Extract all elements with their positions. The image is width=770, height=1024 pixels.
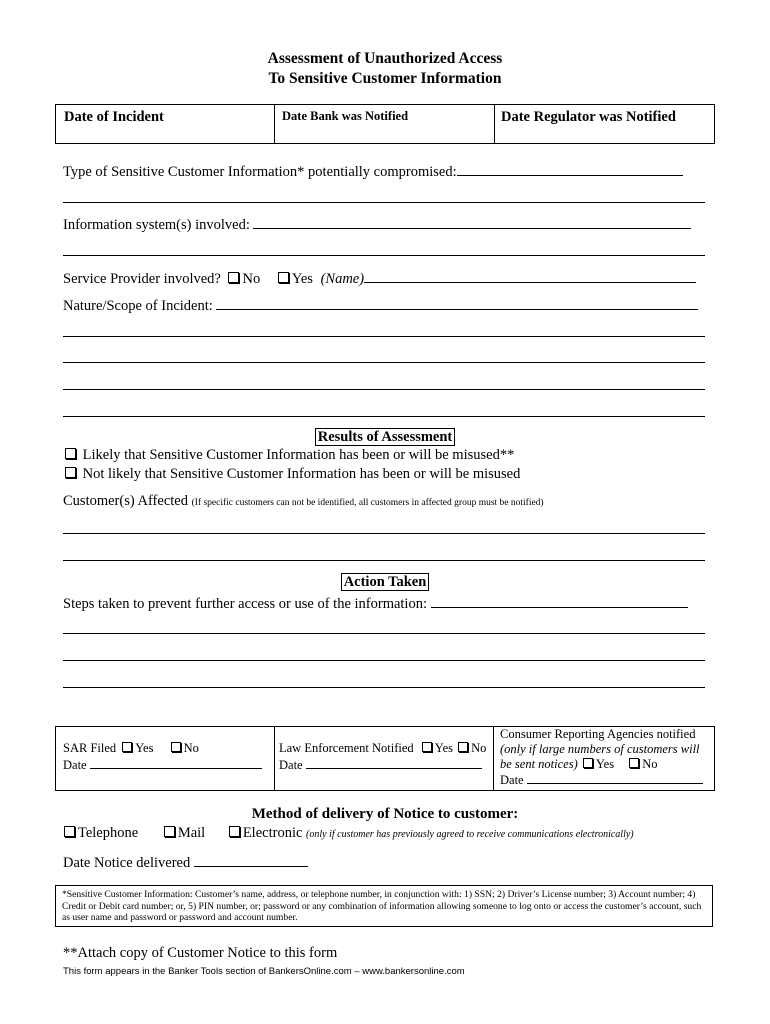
info-systems-label: Information system(s) involved: xyxy=(63,217,250,233)
type-info-field[interactable] xyxy=(457,161,683,176)
steps-line-2[interactable] xyxy=(63,633,705,634)
attach-note: **Attach copy of Customer Notice to this form xyxy=(63,945,338,961)
date-notice-field[interactable] xyxy=(194,852,308,867)
cra-yes-label: Yes xyxy=(595,757,615,771)
likely-label: Likely that Sensitive Customer Information has been or will be misused** xyxy=(82,447,515,463)
nature-scope-line-4[interactable] xyxy=(63,389,705,390)
law-date-label: Date xyxy=(279,758,303,772)
date-regulator-notified-cell[interactable] xyxy=(495,105,714,143)
customers-affected-line-1[interactable] xyxy=(63,533,705,534)
cra-line2: (only if large numbers of customers will xyxy=(500,742,700,756)
electronic-checkbox[interactable] xyxy=(229,826,240,837)
nature-scope-line-5[interactable] xyxy=(63,416,705,417)
date-header-table xyxy=(55,104,715,144)
date-notice-label: Date Notice delivered xyxy=(63,855,191,871)
customers-affected-label: Customer(s) Affected xyxy=(63,493,188,509)
sar-date-label: Date xyxy=(63,758,87,772)
likely-checkbox[interactable] xyxy=(65,448,76,459)
service-provider-no-label: No xyxy=(242,271,261,287)
mail-label: Mail xyxy=(177,825,206,841)
info-systems-row xyxy=(63,214,691,234)
sar-cell xyxy=(56,727,275,790)
electronic-label: Electronic xyxy=(242,825,303,841)
steps-field[interactable] xyxy=(431,593,688,608)
service-provider-yes-label: Yes xyxy=(291,271,313,287)
cra-date-row xyxy=(500,772,703,788)
not-likely-option xyxy=(65,466,520,483)
not-likely-checkbox[interactable] xyxy=(65,467,76,478)
date-of-incident-label: Date of Incident xyxy=(64,109,164,125)
nature-scope-field[interactable] xyxy=(216,295,698,310)
sar-filed-label: SAR Filed xyxy=(63,741,117,755)
cra-yes-checkbox[interactable] xyxy=(583,758,593,768)
cra-line3: be sent notices) xyxy=(500,757,578,771)
law-no-checkbox[interactable] xyxy=(458,742,468,752)
law-no-label: No xyxy=(471,741,487,755)
law-enforcement-row xyxy=(279,741,486,756)
steps-line-3[interactable] xyxy=(63,660,705,661)
mail-checkbox[interactable] xyxy=(164,826,175,837)
type-info-text: Type of Sensitive Customer Information* potentially compromised: xyxy=(63,164,457,180)
source-note: This form appears in the Banker Tools section of BankersOnline.com – www.bankersonline.com xyxy=(63,966,465,977)
telephone-label: Telephone xyxy=(78,825,139,841)
type-info-label xyxy=(63,161,683,181)
sar-filed-row xyxy=(63,741,199,756)
service-provider-name-field[interactable] xyxy=(364,268,696,283)
notification-table xyxy=(55,726,715,791)
service-provider-yes-checkbox[interactable] xyxy=(278,272,289,283)
sar-date-field[interactable] xyxy=(90,757,262,769)
steps-label: Steps taken to prevent further access or use of the information: xyxy=(63,596,427,612)
nature-scope-line-2[interactable] xyxy=(63,336,705,337)
cra-cell xyxy=(494,727,714,790)
sensitive-info-footnote: *Sensitive Customer Information: Customer’s name, address, or telephone number, in conjunction with: 1) SSN; 2) Driver’s License number; 3) Account number; 4) Credit or Debit card number; or, 5) PIN number, or; password or any combination of information allowing someone to log onto or access the customer’s account, such as user name and password or password and account number. xyxy=(55,885,713,927)
cra-no-checkbox[interactable] xyxy=(629,758,639,768)
steps-line-4[interactable] xyxy=(63,687,705,688)
results-heading-text: Results of Assessment xyxy=(315,428,456,446)
info-systems-field[interactable] xyxy=(253,214,691,229)
action-heading xyxy=(0,574,770,591)
service-provider-row xyxy=(63,268,696,288)
law-yes-checkbox[interactable] xyxy=(422,742,432,752)
law-enforcement-label: Law Enforcement Notified xyxy=(279,741,414,755)
cra-no-label: No xyxy=(642,757,658,771)
delivery-heading: Method of delivery of Notice to customer: xyxy=(251,806,519,822)
cra-line1: Consumer Reporting Agencies notified xyxy=(500,727,696,741)
form-title-line2: To Sensitive Customer Information xyxy=(268,70,502,87)
sar-yes-label: Yes xyxy=(135,741,154,755)
telephone-checkbox[interactable] xyxy=(64,826,75,837)
date-notice-row xyxy=(63,852,308,872)
sar-no-checkbox[interactable] xyxy=(171,742,181,752)
customers-affected-note: (If specific customers can not be identified, all customers in affected group must be notified) xyxy=(191,498,544,508)
type-info-line-2[interactable] xyxy=(63,202,705,203)
delivery-options-row xyxy=(64,825,634,842)
cra-date-label: Date xyxy=(500,773,524,787)
date-regulator-notified-label: Date Regulator was Notified xyxy=(501,109,676,125)
nature-scope-label: Nature/Scope of Incident: xyxy=(63,298,213,314)
info-systems-line-2[interactable] xyxy=(63,255,705,256)
sar-no-label: No xyxy=(183,741,199,755)
electronic-note: (only if customer has previously agreed to receive communications electronically) xyxy=(306,829,634,840)
nature-scope-line-3[interactable] xyxy=(63,362,705,363)
customers-affected-line-2[interactable] xyxy=(63,560,705,561)
sar-date-row xyxy=(63,757,262,773)
nature-scope-row xyxy=(63,295,698,315)
cra-options-row xyxy=(500,757,658,772)
sar-yes-checkbox[interactable] xyxy=(122,742,132,752)
steps-row xyxy=(63,593,688,613)
service-provider-label: Service Provider involved? xyxy=(63,271,221,287)
service-provider-name-hint: (Name) xyxy=(320,271,365,287)
service-provider-no-checkbox[interactable] xyxy=(228,272,239,283)
date-bank-notified-label: Date Bank was Notified xyxy=(282,109,409,123)
date-of-incident-cell[interactable] xyxy=(56,105,275,143)
cra-date-field[interactable] xyxy=(527,772,703,784)
law-date-row xyxy=(279,757,482,773)
law-enforcement-cell xyxy=(275,727,494,790)
form-title-line1: Assessment of Unauthorized Access xyxy=(267,50,503,67)
customers-affected-row xyxy=(63,493,544,510)
results-heading xyxy=(0,429,770,446)
action-heading-text: Action Taken xyxy=(341,573,430,591)
law-yes-label: Yes xyxy=(434,741,453,755)
date-bank-notified-cell[interactable] xyxy=(275,105,495,143)
law-date-field[interactable] xyxy=(306,757,482,769)
likely-option xyxy=(65,447,514,464)
not-likely-label: Not likely that Sensitive Customer Information has been or will be misused xyxy=(82,466,521,482)
